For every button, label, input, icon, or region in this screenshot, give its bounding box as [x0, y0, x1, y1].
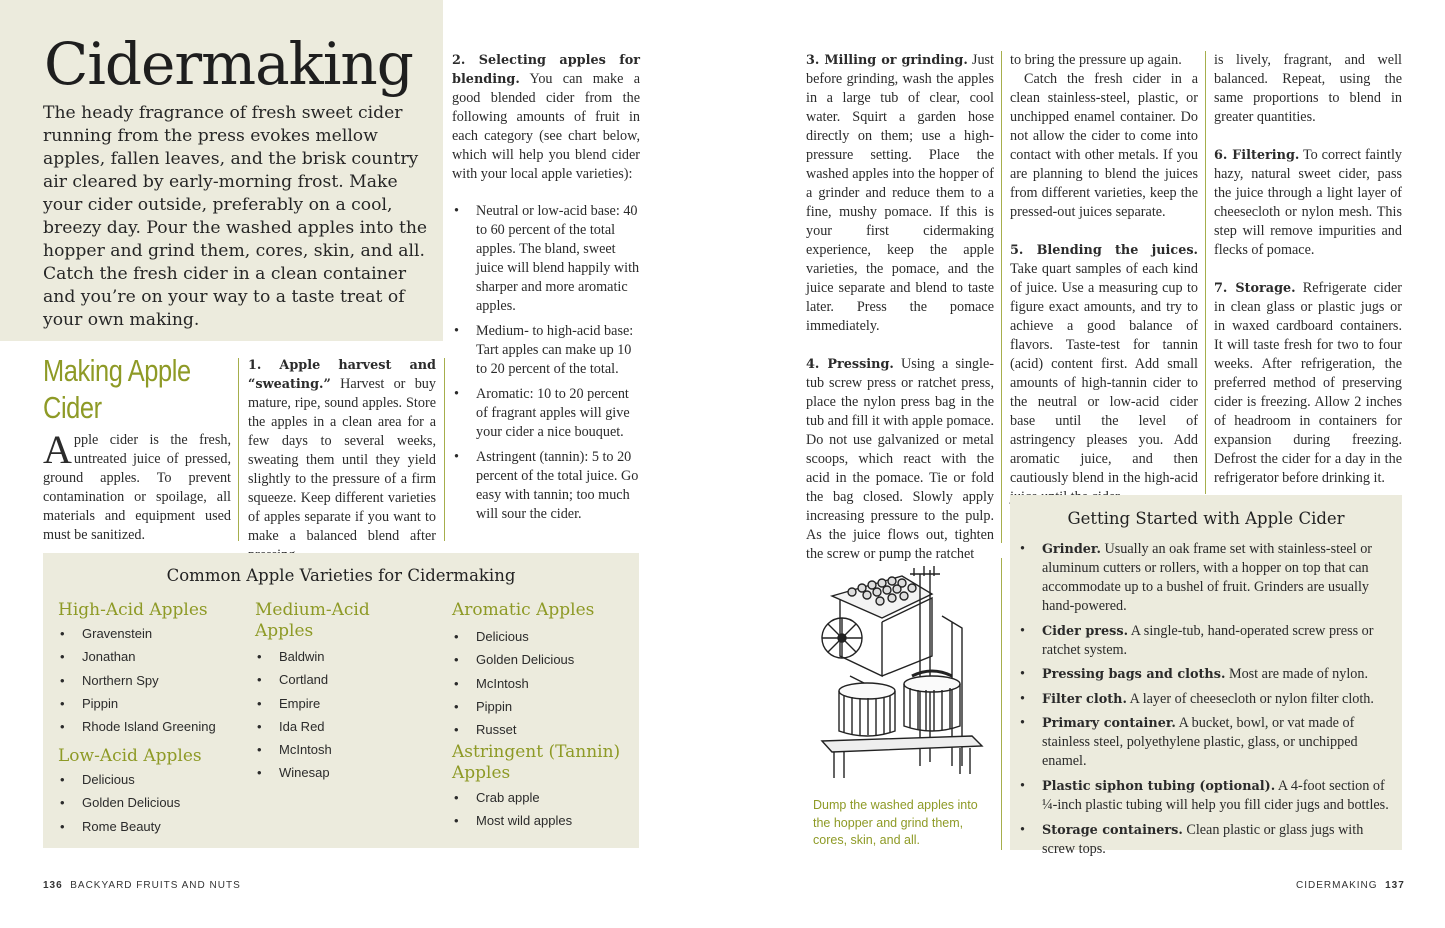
list-item [1018, 714, 1394, 771]
list-item [1018, 622, 1394, 660]
high-acid-heading: High-Acid Apples [58, 600, 208, 620]
item-text: A 4-foot section of ¼-inch plastic tubing will help you fill cider jugs and bottles. [1042, 777, 1389, 813]
list-item [1018, 665, 1394, 684]
list-item: • Astringent (tannin): 5 to 20 percent of the total juice. Go easy with tannin; too much will sour the cider. [452, 448, 642, 524]
step-6-heading: 6. Filtering. [1214, 148, 1300, 163]
item-heading: Filter cloth. [1042, 691, 1127, 707]
list-item: • Delicious [452, 625, 632, 648]
list-item: • Crab apple [452, 786, 632, 809]
list-item: • McIntosh [452, 672, 632, 695]
medium-acid-heading: Medium-Acid Apples [255, 600, 370, 641]
item-heading: Pressing bags and cloths. [1042, 667, 1226, 683]
getting-started-title: Getting Started with Apple Cider [1067, 509, 1345, 528]
step-1-paragraph [248, 356, 436, 565]
step-3-heading: 3. Milling or grinding. [806, 53, 968, 68]
list-item: • Delicious [58, 768, 238, 791]
step-4-paragraph [806, 355, 994, 564]
item-text: Usually an oak frame set with stainless-steel or aluminum cutters or rollers, with a hopper on top that can accommodate up to a bushel of fruit. Grinders are usually hand-powered. [1042, 541, 1373, 614]
running-head: BACKYARD FRUITS AND NUTS [70, 880, 241, 891]
step-1-text: Harvest or buy mature, ripe, sound apples. Store the apples in a clean area for a few days to several weeks, sweating them until they yield slightly to the pressure of a firm squeeze. Keep different varieties of apples separate if you want to make a balanced blend after [248, 376, 436, 544]
list-item [1018, 540, 1394, 616]
intro-body-paragraph [43, 427, 231, 545]
column-1 [806, 51, 994, 564]
column-divider [238, 358, 239, 541]
list-item: • McIntosh [255, 738, 435, 761]
illustration-caption: Dump the washed apples into the hopper and grind them, cores, skin, and all. [813, 798, 978, 847]
left-folio [43, 880, 241, 891]
step-2-heading: 2. Selecting apples for blending. [452, 53, 640, 87]
aromatic-list [452, 625, 632, 741]
astringent-list [452, 786, 632, 833]
list-item: • Medium- to high-acid base: Tart apples can make up 10 to 20 percent of the total. [452, 322, 642, 379]
step-4-heading: 4. Pressing. [806, 357, 894, 372]
medium-acid-list [255, 645, 435, 785]
list-item: • Rome Beauty [58, 815, 238, 838]
list-item: • Neutral or low-acid base: 40 to 60 percent of the total apples. The bland, sweet juice will blend happily with sharper and more aromatic apples. [452, 202, 642, 316]
section-title: Making Apple Cider [43, 353, 191, 425]
list-item: • Golden Delicious [452, 648, 632, 671]
body-text: pple cider is the fresh, untreated juice of pressed, ground apples. To prevent contamination or spoilage, all materials and equipment used must be sanitized. [43, 432, 231, 543]
varieties-title: Common Apple Varieties for Cidermaking [166, 566, 516, 585]
item-heading: Storage containers. [1042, 822, 1183, 838]
list-item: • Gravenstein [58, 622, 238, 645]
item-text: Most are made of nylon. [1225, 666, 1369, 683]
list-item [1018, 690, 1394, 709]
drop-cap: A [43, 427, 72, 472]
cider-press-illustration [812, 566, 992, 786]
item-text: A layer of cheesecloth or nylon filter cloth. [1126, 690, 1374, 707]
item-text: A bucket, bowl, or vat made of stainless steel, polyethylene plastic, glass, or unchipped enamel. [1042, 715, 1358, 770]
list-item: • Jonathan [58, 645, 238, 668]
list-item: • Russet [452, 718, 632, 741]
column-3 [1214, 51, 1402, 488]
step-2-text: You can make a good blended cider from the following amounts of fruit in each category (see chart below, which will help you blend cider with your local apple varieties): [452, 71, 640, 182]
item-heading: Primary container. [1042, 716, 1176, 732]
step-6-paragraph [1214, 146, 1402, 260]
step-4-text: Using a single-tub screw press or ratchet press, place the nylon press bag in the tub and fill it with apple pomace. Do not use galvanized or metal scoops, which react with the acid in the pomace. Tie or fold the bag closed. Slowly apply increasing pressure to the pulp. As the juice flows out, tighten the screw or pump the ratchet [806, 356, 994, 562]
list-item: • Baldwin [255, 645, 435, 668]
list-item: • Most wild apples [452, 809, 632, 832]
list-item: • Aromatic: 10 to 20 percent of fragrant apples will give your cider a nice bouquet. [452, 385, 642, 442]
page-title: Cidermaking [44, 30, 413, 98]
low-acid-heading: Low-Acid Apples [58, 746, 202, 766]
equipment-list [1018, 540, 1394, 864]
step-2-paragraph [452, 51, 640, 184]
list-item: • Pippin [58, 692, 238, 715]
astringent-heading: Astringent (Tannin) Apples [452, 742, 621, 783]
list-item: • Empire [255, 692, 435, 715]
list-item: • Winesap [255, 761, 435, 784]
item-heading: Plastic siphon tubing (optional). [1042, 778, 1276, 794]
list-item: • Ida Red [255, 715, 435, 738]
step-5-text: Take quart samples of each kind of juice. Use a measuring cup to figure exact amounts, and try to achieve a good balance of flavors. Taste-test for tannin (acid) content first. Add small amounts of high-tannin cider to the neutral or low-acid cider base until the level of astringency pleases you. Add aromatic juice, and then cautiously blend in the high-acid [1010, 261, 1198, 486]
high-acid-list [58, 622, 238, 738]
list-item [1018, 821, 1394, 859]
continued-text: to bring the pressure up again. [1010, 52, 1182, 68]
step-6-text: To correct faintly hazy, natural sweet cider, pass the juice through a light layer of cheesecloth or nylon mesh. This step will remove impurities and flecks of pomace. [1214, 147, 1402, 258]
low-acid-list [58, 768, 238, 838]
right-folio [1296, 880, 1405, 891]
list-item: • Rhode Island Greening [58, 715, 238, 738]
aromatic-heading: Aromatic Apples [452, 600, 595, 620]
step-7-paragraph [1214, 279, 1402, 488]
list-item: • Pippin [452, 695, 632, 718]
column-divider [1205, 51, 1206, 494]
column-divider [444, 358, 445, 541]
collect-paragraph: Catch the fresh cider in a clean stainless-steel, plastic, or unchipped enamel container. Do not allow the cider to come into contact with other metals. If you are planning to blend the juices from different varieties, keep the pressed-out juices separate. [1010, 71, 1198, 220]
column-2 [1010, 51, 1198, 507]
item-heading: Grinder. [1042, 542, 1101, 557]
list-item: • Northern Spy [58, 669, 238, 692]
column-divider [1001, 558, 1002, 850]
step-7-heading: 7. Storage. [1214, 281, 1296, 296]
step-3-paragraph [806, 51, 994, 336]
item-text: Clean plastic or glass jugs with screw tops. [1042, 821, 1364, 857]
continued-text: is lively, fragrant, and well balanced. Repeat, using the same proportions to blend in greater quantities. [1214, 52, 1402, 125]
step-5-heading: 5. Blending the juices. [1010, 243, 1198, 258]
step-7-text: Refrigerate cider in clean glass or plastic jugs or in waxed cardboard containers. It will taste fresh for two to four weeks. After refrigeration, the preferred method of preserving cider is freezing. Allow 2 inches of headroom in containers for expansion during freezing. Defrost the cider for a day in the refrigerator before drinking it. [1214, 280, 1402, 486]
list-item [1018, 777, 1394, 815]
column-divider [1001, 51, 1002, 543]
item-text: A single-tub, hand-operated screw press or ratchet system. [1042, 622, 1374, 658]
list-item: • Cortland [255, 668, 435, 691]
intro-paragraph: The heady fragrance of fresh sweet cider running from the press evokes mellow apples, fallen leaves, and the brisk country air cleared by early-morning frost. Make your cider outside, preferably on a cool, breezy day. Pour the washed apples into the hopper and grind them, cores, skin, and all. Catch the fresh cider in a clean container and you’re on your way to a taste treat of your own making. [43, 103, 428, 330]
blend-proportion-list [452, 202, 642, 530]
step-5-paragraph [1010, 241, 1198, 507]
item-heading: Cider press. [1042, 623, 1129, 639]
step-1-heading: 1. Apple harvest and “sweating.” [248, 358, 436, 392]
page-number: 137 [1385, 880, 1405, 891]
step-3-text: Just before grinding, wash the apples in a large tub of clear, cool water. Squirt a garden hose directly on them; use a high-pressure setting. Place the washed apples into the hopper of a grinder and reduce them to a fine, mushy pomace. If this is your first cidermaking experience, keep the apple varieties, the pomace, and the juice separate and blend to taste later. Press the pomace immediately. [806, 52, 994, 334]
list-item: • Golden Delicious [58, 791, 238, 814]
page-number: 136 [43, 880, 63, 891]
running-head: CIDERMAKING [1296, 880, 1378, 891]
